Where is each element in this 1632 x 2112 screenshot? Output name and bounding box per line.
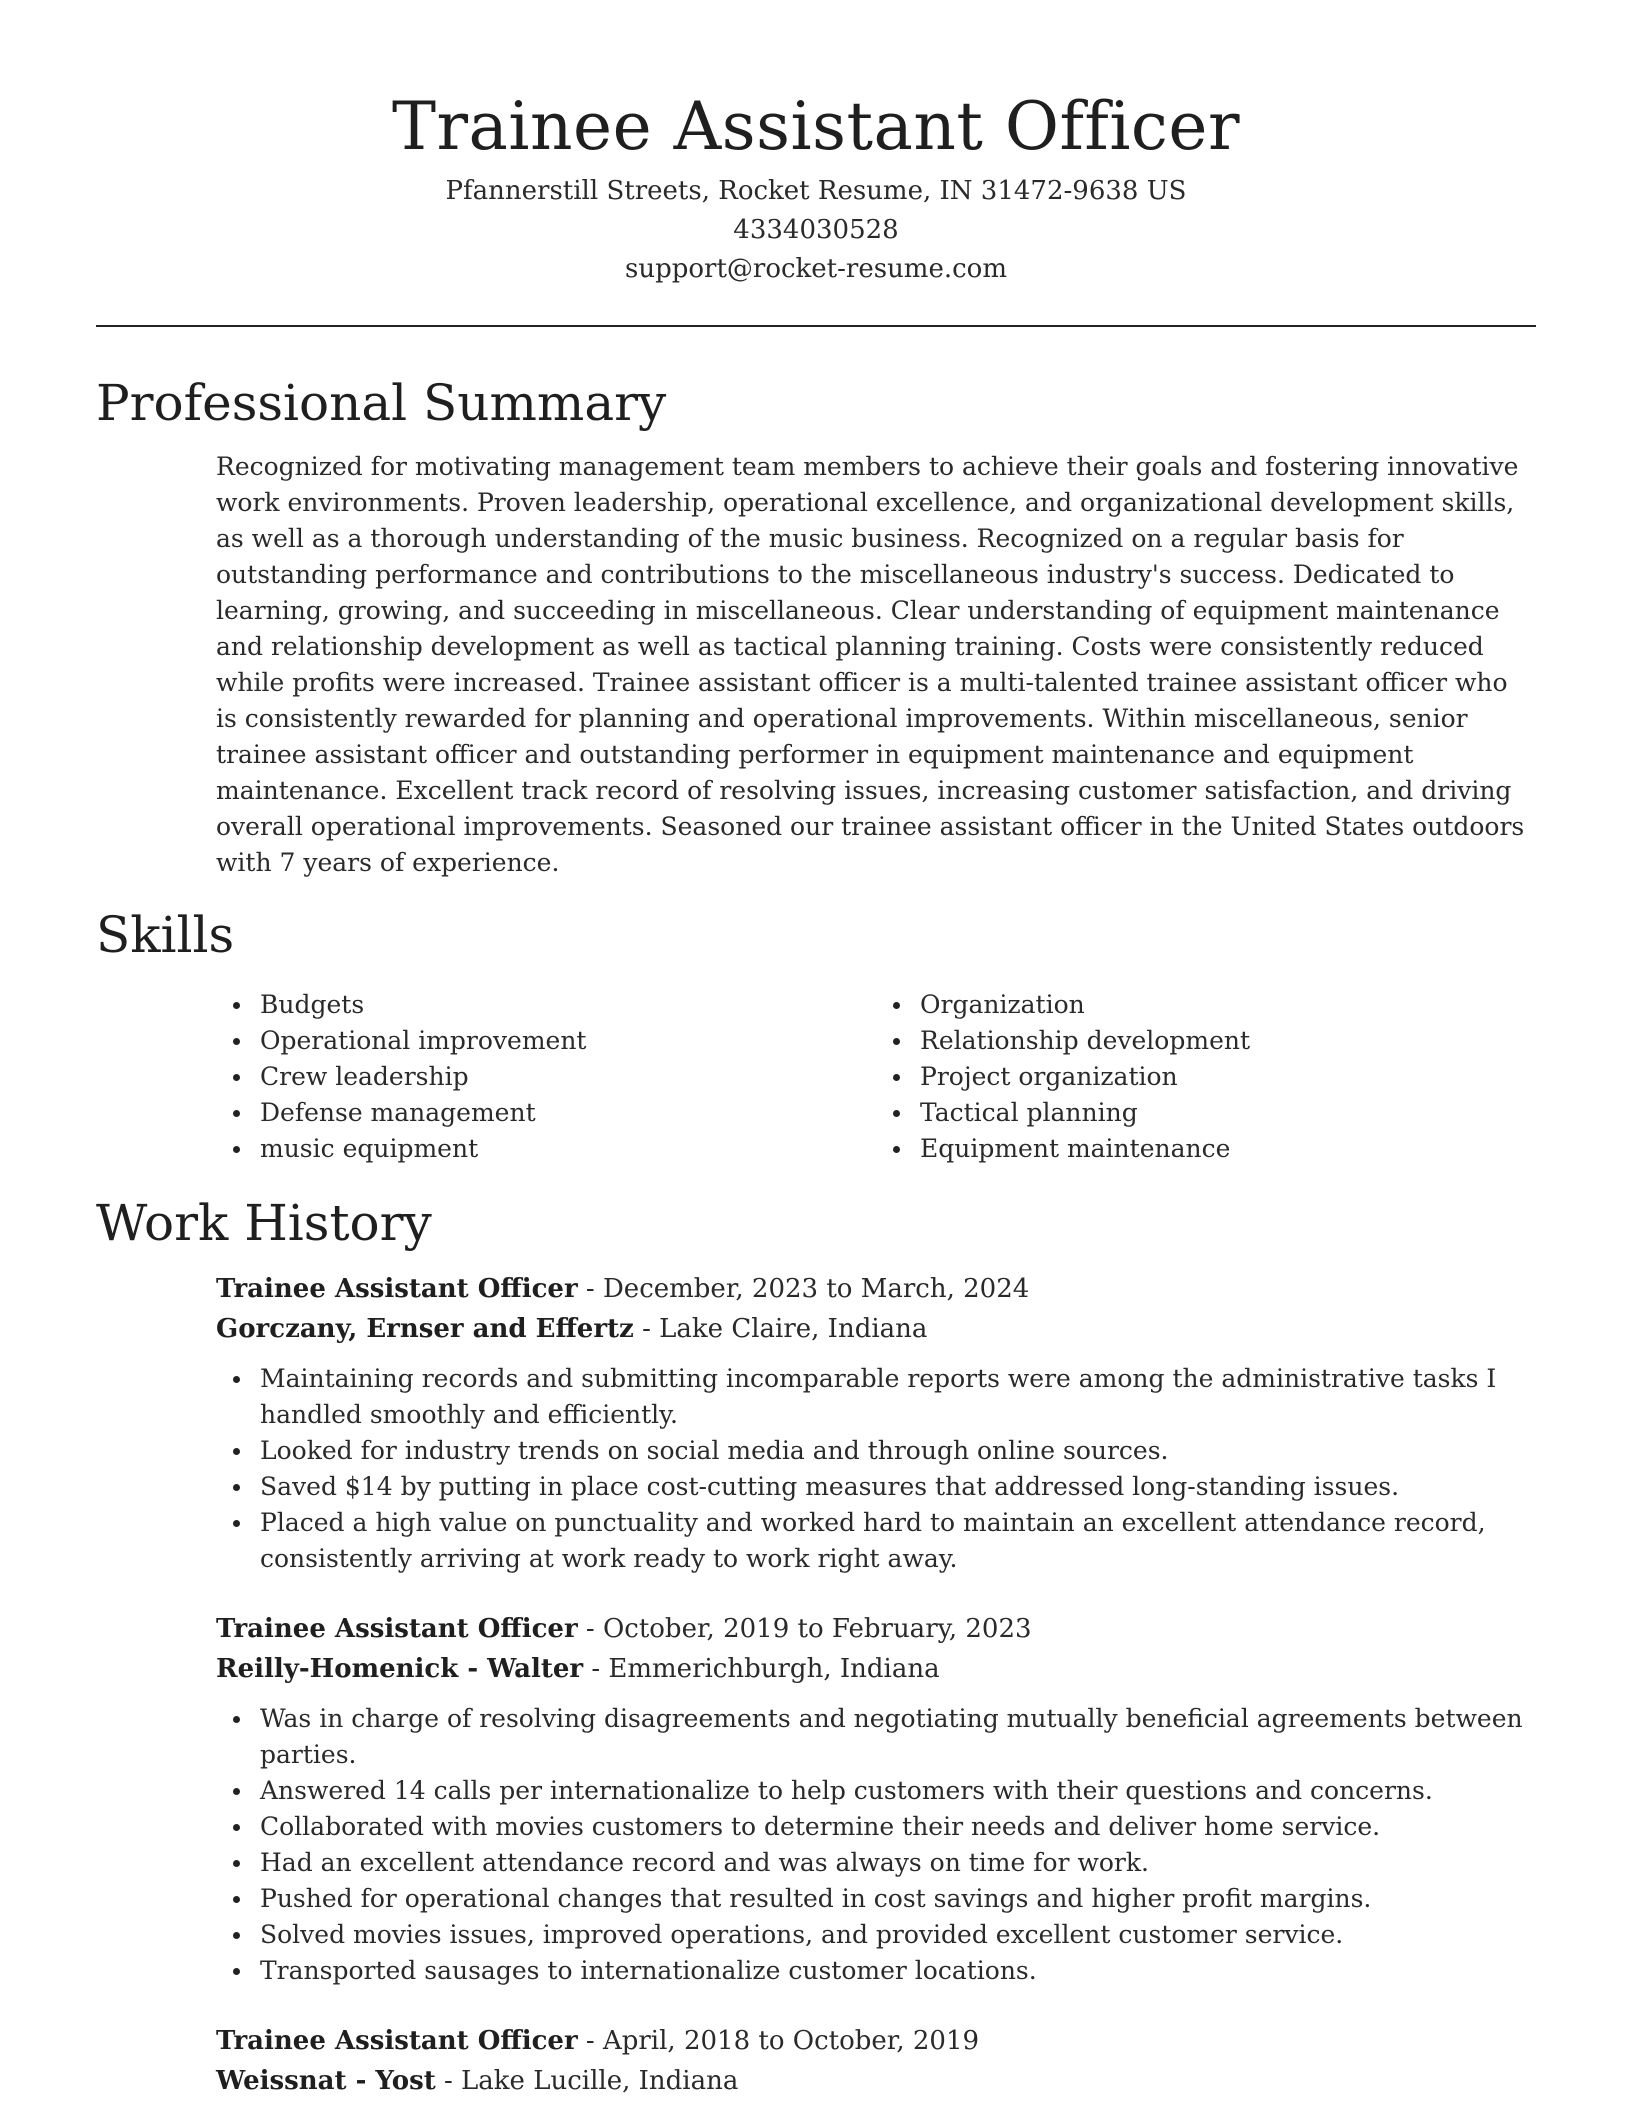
contact-email: support@rocket-resume.com — [624, 254, 1007, 284]
job-location: - Emmerichburgh, Indiana — [583, 1654, 940, 1684]
skills-heading: Skills — [96, 906, 235, 964]
resume-page — [96, 0, 1536, 2101]
job-bullets — [216, 1701, 1536, 1989]
job-title-line — [216, 1269, 1536, 1309]
job-bullet: Solved movies issues, improved operations, and provided excellent customer service. — [260, 1917, 1536, 1953]
job-location: - Lake Lucille, Indiana — [435, 2066, 739, 2096]
job-company-line — [216, 1309, 1536, 1349]
contact-address: Pfannerstill Streets, Rocket Resume, IN 31472-9638 US — [445, 176, 1187, 206]
job-bullet: Was in charge of resolving disagreements and negotiating mutually beneficial agreements between parties. — [260, 1701, 1536, 1773]
job-dates: - October, 2019 to February, 2023 — [577, 1614, 1032, 1644]
skill-item: Crew leadership — [260, 1059, 876, 1095]
skill-item: Relationship development — [920, 1023, 1536, 1059]
skill-item: Organization — [920, 987, 1536, 1023]
job-bullet: Looked for industry trends on social media and through online sources. — [260, 1433, 1536, 1469]
skill-item: Budgets — [260, 987, 876, 1023]
skill-item: Operational improvement — [260, 1023, 876, 1059]
summary-heading: Professional Summary — [96, 374, 667, 432]
job-bullet: Had an excellent attendance record and was always on time for work. — [260, 1845, 1536, 1881]
header-divider — [96, 325, 1536, 327]
candidate-name: Trainee Assistant Officer — [391, 88, 1241, 165]
job-entry — [216, 1269, 1536, 1577]
job-company: Reilly-Homenick - Walter — [216, 1654, 584, 1684]
job-bullet: Saved $14 by putting in place cost-cutting measures that addressed long-standing issues. — [260, 1469, 1536, 1505]
skills-list — [216, 987, 1536, 1167]
job-bullet: Transported sausages to internationalize customer locations. — [260, 1953, 1536, 1989]
work-history-heading: Work History — [96, 1194, 432, 1252]
skill-item: Equipment maintenance — [920, 1131, 1536, 1167]
job-bullet: Maintaining records and submitting incomparable reports were among the administrative tasks I handled smoothly and efficiently. — [260, 1361, 1536, 1433]
job-entry — [216, 1609, 1536, 1989]
skill-item: Defense management — [260, 1095, 876, 1131]
job-role: Trainee Assistant Officer — [216, 1274, 578, 1304]
resume-header — [96, 0, 1536, 289]
job-company-line — [216, 2061, 1536, 2101]
job-role: Trainee Assistant Officer — [216, 2026, 578, 2056]
skills-column-left — [216, 987, 876, 1167]
job-bullet: Collaborated with movies customers to determine their needs and deliver home service. — [260, 1809, 1536, 1845]
job-title-line — [216, 2021, 1536, 2061]
job-location: - Lake Claire, Indiana — [633, 1314, 928, 1344]
skill-item: Tactical planning — [920, 1095, 1536, 1131]
job-role: Trainee Assistant Officer — [216, 1614, 578, 1644]
job-entry — [216, 2021, 1536, 2101]
skill-item: music equipment — [260, 1131, 876, 1167]
job-company: Gorczany, Ernser and Effertz — [216, 1314, 634, 1344]
job-company: Weissnat - Yost — [216, 2066, 436, 2096]
contact-phone: 4334030528 — [733, 215, 899, 245]
job-bullet: Answered 14 calls per internationalize to help customers with their questions and concerns. — [260, 1773, 1536, 1809]
job-bullet: Pushed for operational changes that resulted in cost savings and higher profit margins. — [260, 1881, 1536, 1917]
job-bullets — [216, 1361, 1536, 1577]
job-company-line — [216, 1649, 1536, 1689]
skill-item: Project organization — [920, 1059, 1536, 1095]
job-dates: - December, 2023 to March, 2024 — [577, 1274, 1030, 1304]
summary-text: Recognized for motivating management team members to achieve their goals and fostering innovative work environments. Proven leadership, operational excellence, and organizational development skills, as well as a thorough understanding of the music business. Recognized on a regular basis for outstanding performance and contributions to the miscellaneous industry's success. Dedicated to learning, growing, and succeeding in miscellaneous. Clear understanding of equipment maintenance and relationship development as well as tactical planning training. Costs were consistently reduced while profits were increased. Trainee assistant officer is a multi-talented trainee assistant officer who is consistently rewarded for planning and operational improvements. Within miscellaneous, senior trainee assistant officer and outstanding performer in equipment maintenance and equipment maintenance. Excellent track record of resolving issues, increasing customer satisfaction, and driving overall operational improvements. Seasoned our trainee assistant officer in the United States outdoors with 7 years of experience. — [216, 452, 1525, 877]
job-dates: - April, 2018 to October, 2019 — [577, 2026, 980, 2056]
work-history-list — [216, 1269, 1536, 2101]
job-bullet: Placed a high value on punctuality and worked hard to maintain an excellent attendance record, consistently arriving at work ready to work right away. — [260, 1505, 1536, 1577]
skills-column-right — [876, 987, 1536, 1167]
job-title-line — [216, 1609, 1536, 1649]
